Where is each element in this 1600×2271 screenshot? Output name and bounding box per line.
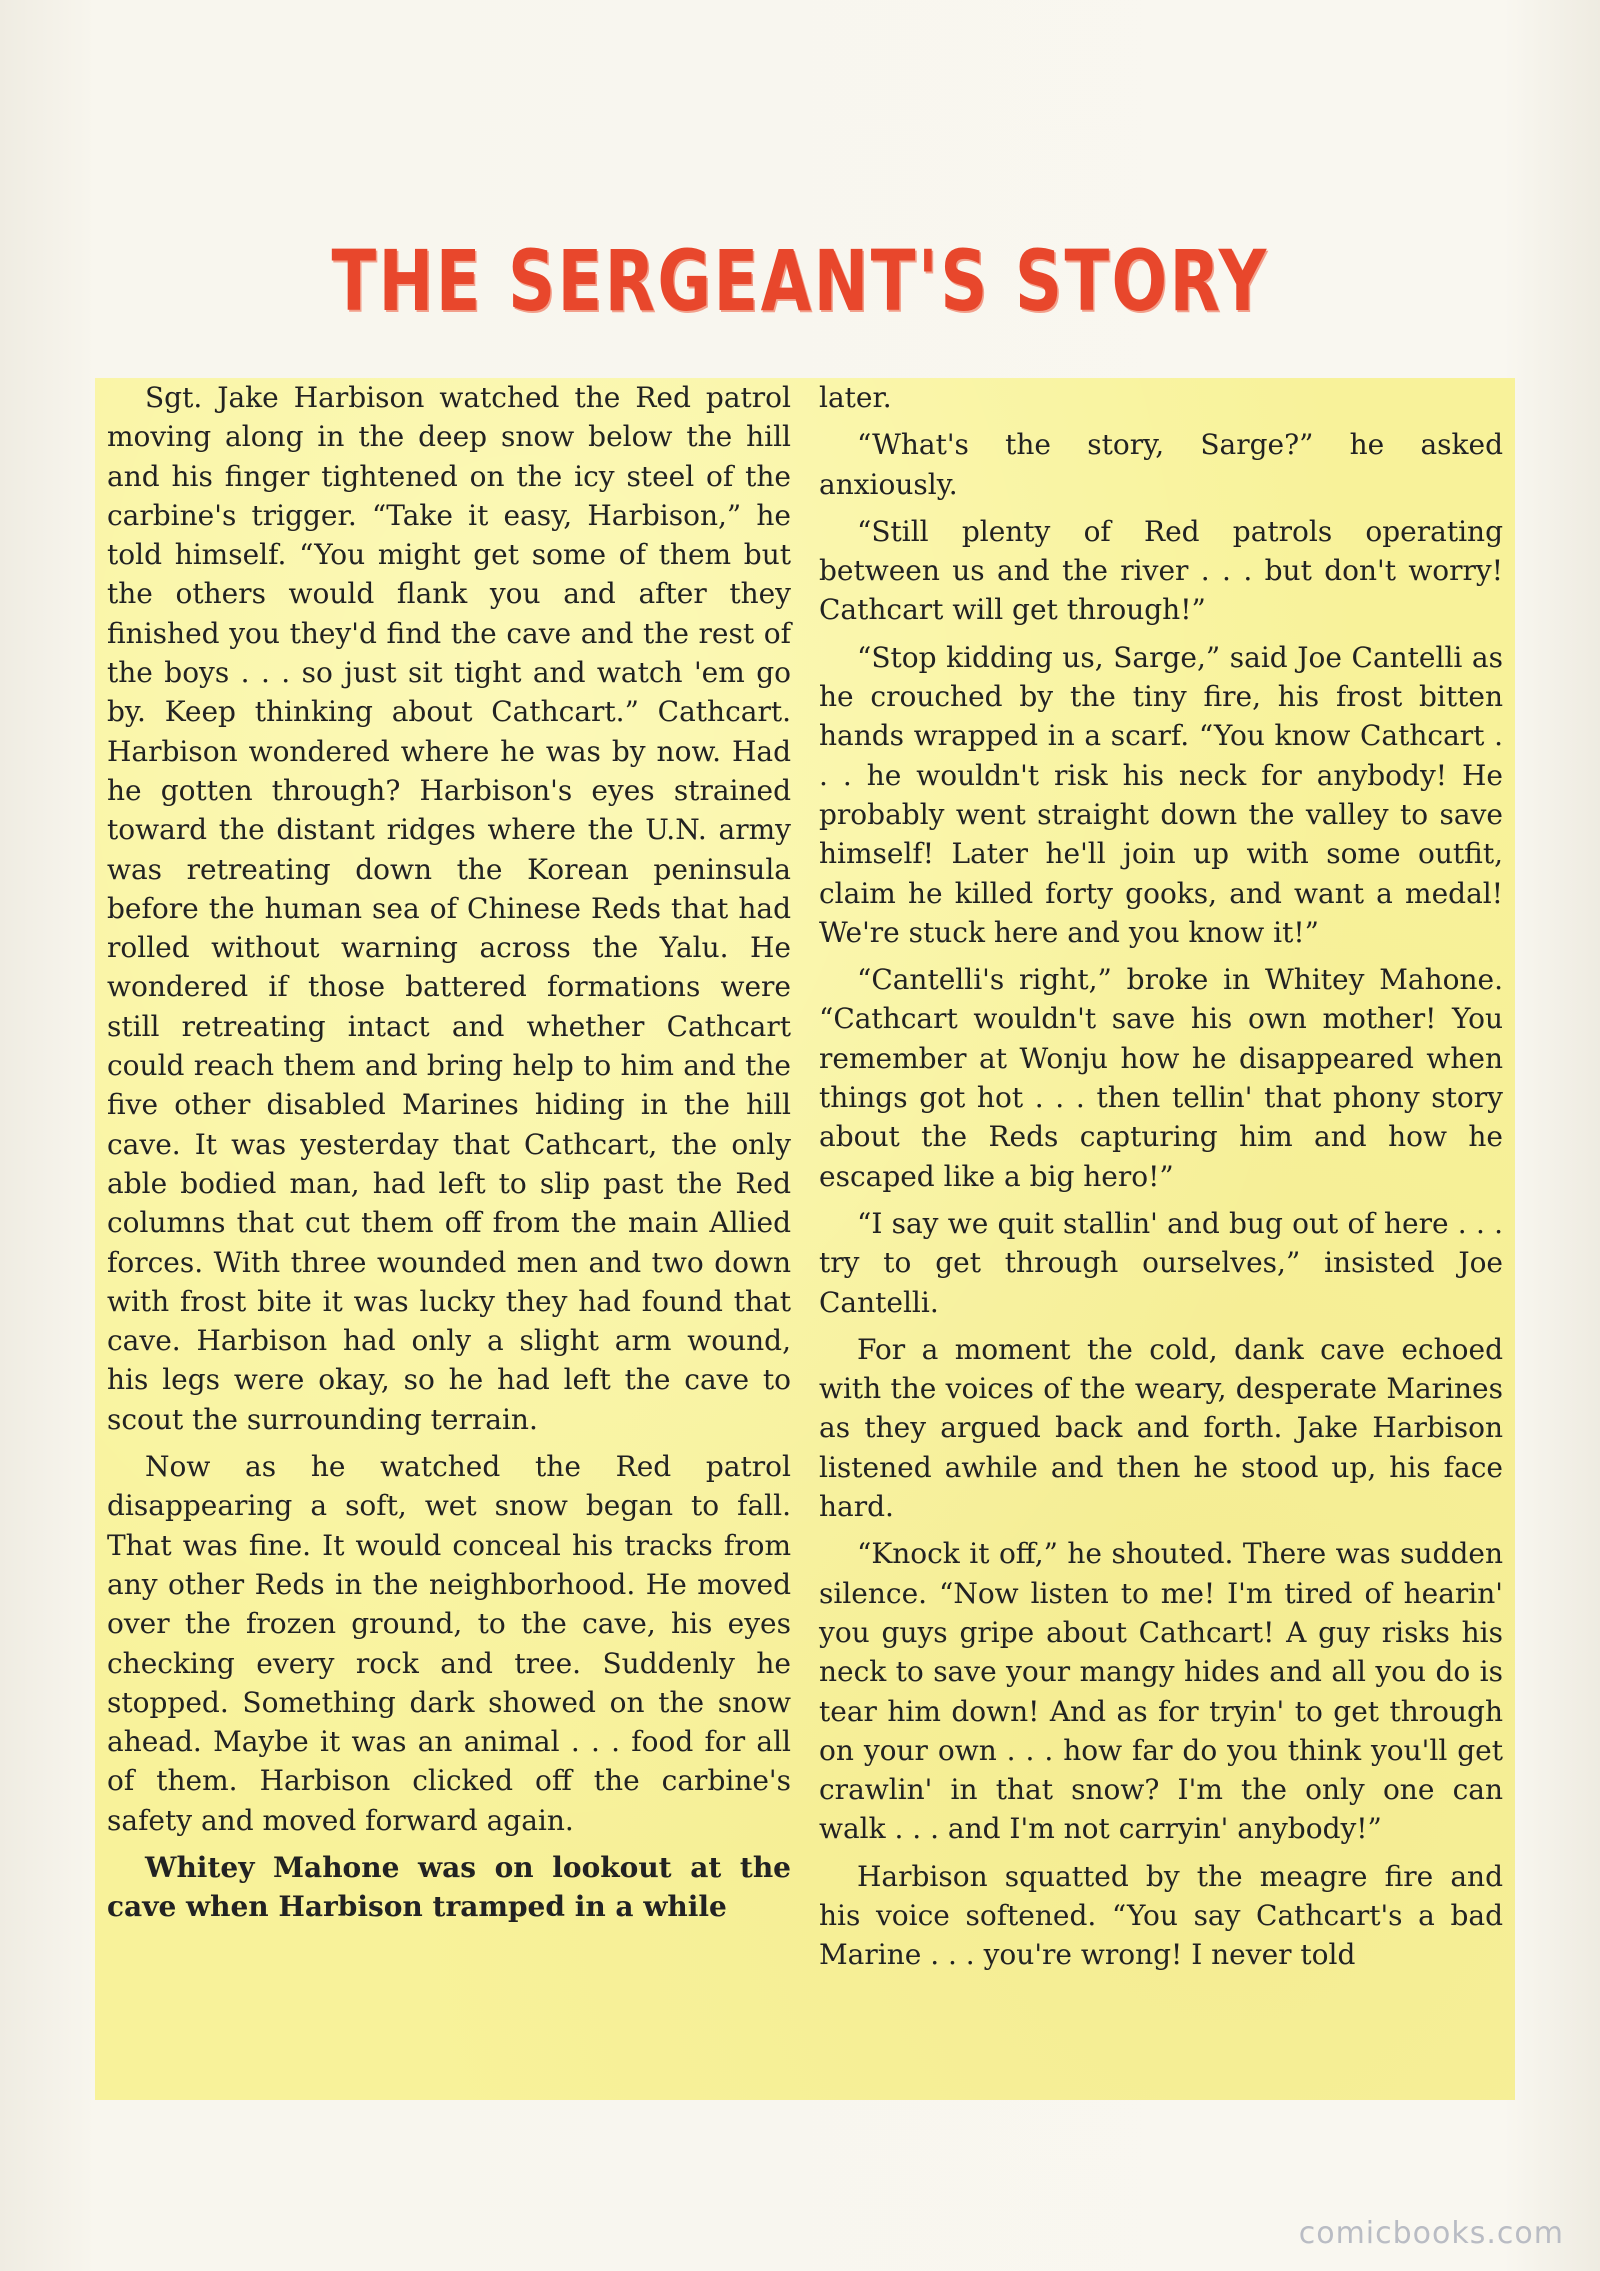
- paragraph: “Cantelli's right,” broke in Whitey Mahone. “Cathcart wouldn't save his own mother! You remember at Wonju how he disappeared when things got hot . . . then tellin' that phony story about the Reds capturing him and how he escaped like a big hero!”: [819, 963, 1503, 1193]
- paragraph: Sgt. Jake Harbison watched the Red patrol moving along in the deep snow below the hill and his finger tightened on the icy steel of the carbine's trigger. “Take it easy, Harbison,” he told himself. “You might get some of them but the others would flank you and after they finished you they'd find the cave and the rest of the boys . . . so just sit tight and watch 'em go by. Keep thinking about Cathcart.” Cathcart. Harbison wondered where he was by now. Had he gotten through? Harbison's eyes strained toward the distant ridges where the U.N. army was retreating down the Korean peninsula before the human sea of Chinese Reds that had rolled without warning across the Yalu. He wondered if those battered formations were still retreating intact and whether Cathcart could reach them and bring help to him and the five other disabled Marines hiding in the hill cave. It was yesterday that Cathcart, the only able bodied man, had left to slip past the Red columns that cut them off from the main Allied forces. With three wounded men and two down with frost bite it was lucky they had found that cave. Harbison had only a slight arm wound, his legs were okay, so he had left the cave to scout the surrounding terrain.: [107, 381, 791, 1436]
- story-panel: [95, 378, 1515, 2100]
- right-column: [819, 378, 1503, 1983]
- paragraph: For a moment the cold, dank cave echoed with the voices of the weary, desperate Marines as they argued back and forth. Jake Harbison listened awhile and then he stood up, his face hard.: [819, 1332, 1503, 1524]
- paragraph: “Stop kidding us, Sarge,” said Joe Cantelli as he crouched by the tiny fire, his frost bitten hands wrapped in a scarf. “You know Cathcart . . . he wouldn't risk his neck for anybody! He probably went straight down the valley to save himself! Later he'll join up with some outfit, claim he killed forty gooks, and want a medal! We're stuck here and you know it!”: [819, 640, 1503, 949]
- story-title: THE SERGEANT'S STORY: [331, 232, 1269, 330]
- left-column: [107, 378, 791, 1935]
- watermark: comicbooks.com: [1298, 2216, 1564, 2251]
- paragraph: “Still plenty of Red patrols operating between us and the river . . . but don't worry! Cathcart will get through!”: [819, 514, 1503, 627]
- paragraph: Harbison squatted by the meagre fire and his voice softened. “You say Cathcart's a bad Marine . . . you're wrong! I never told: [819, 1859, 1503, 1972]
- paragraph: Whitey Mahone was on lookout at the cave when Harbison tramped in a while: [107, 1850, 791, 1924]
- paragraph: “What's the story, Sarge?” he asked anxiously.: [819, 428, 1503, 501]
- paragraph: “I say we quit stallin' and bug out of here . . . try to get through ourselves,” insisted Joe Cantelli.: [819, 1206, 1503, 1319]
- paragraph: “Knock it off,” he shouted. There was sudden silence. “Now listen to me! I'm tired of hearin' you guys gripe about Cathcart! A guy risks his neck to save your mangy hides and all you do is tear him down! And as for tryin' to get through on your own . . . how far do you think you'll get crawlin' in that snow? I'm the only one can walk . . . and I'm not carryin' anybody!”: [819, 1537, 1503, 1846]
- paragraph: Now as he watched the Red patrol disappearing a soft, wet snow began to fall. That was fine. It would conceal his tracks from any other Reds in the neighborhood. He moved over the frozen ground, to the cave, his eyes checking every rock and tree. Suddenly he stopped. Something dark showed on the snow ahead. Maybe it was an animal . . . food for all of them. Harbison clicked off the carbine's safety and moved forward again.: [107, 1450, 791, 1837]
- paragraph: later.: [819, 381, 892, 414]
